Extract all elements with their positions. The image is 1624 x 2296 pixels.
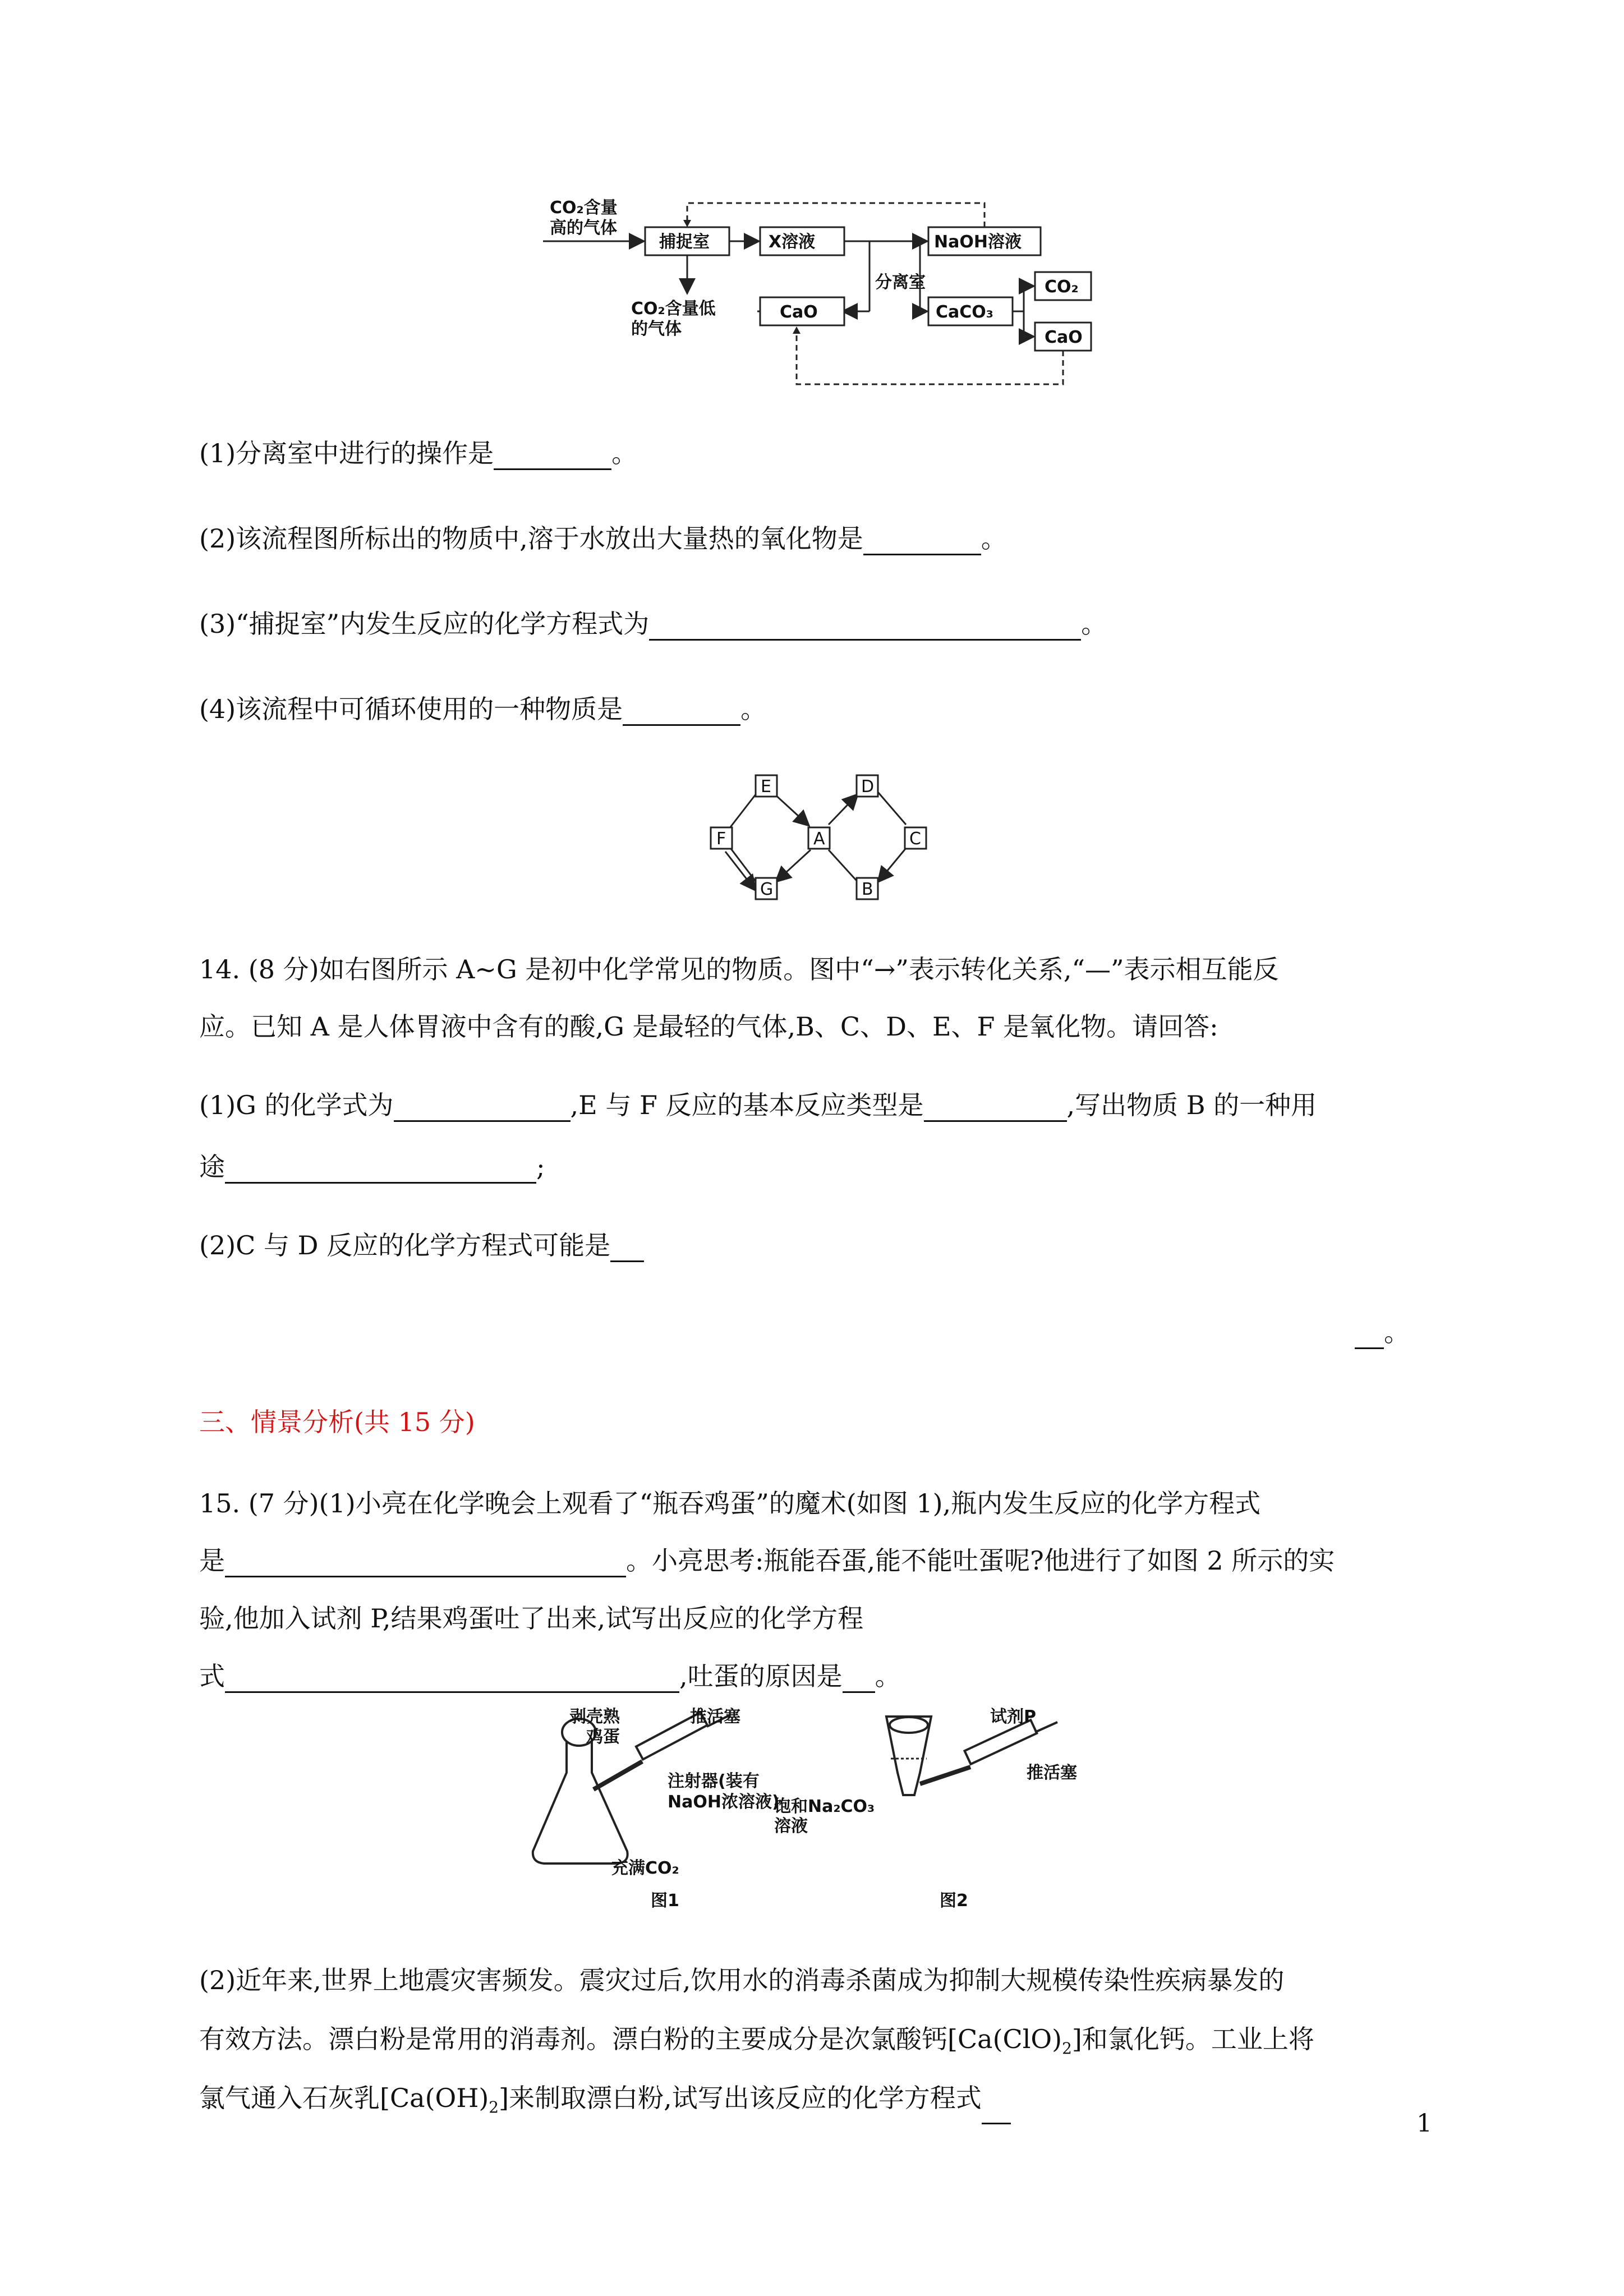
syringe-label-1: 注射器(装有 xyxy=(668,1772,760,1791)
q15-l2-text-a: 是 xyxy=(199,1545,225,1576)
flow-chart-svg xyxy=(539,196,1111,393)
q14-line5 xyxy=(199,1228,644,1262)
q14-line4 xyxy=(199,1150,545,1184)
q14-l3-text-b: ,E 与 F 反应的基本反应类型是 xyxy=(570,1090,924,1120)
period: 。 xyxy=(981,523,1007,554)
egg-label-1: 剥壳熟 xyxy=(569,1707,620,1727)
q14-line3 xyxy=(199,1088,1317,1122)
naoh-recycle-arrowhead xyxy=(683,220,691,227)
egg-label-2: 鸡蛋 xyxy=(586,1727,620,1747)
arrow-a-d xyxy=(829,795,857,825)
q13-part2 xyxy=(199,522,1007,555)
q15-p2-l2-text-b: ]和氯化钙。工业上将 xyxy=(1071,2024,1314,2054)
plunger-label-1: 推活塞 xyxy=(690,1707,740,1727)
egg2-icon xyxy=(890,1717,928,1733)
node-b-label: B xyxy=(862,880,873,899)
syringe-label-2: NaOH浓溶液) xyxy=(668,1792,780,1812)
arrow-f-g xyxy=(725,852,755,889)
arrow-e-a xyxy=(774,794,808,825)
node-e-label: E xyxy=(761,777,771,797)
q13-part1 xyxy=(199,436,637,470)
subscript: 2 xyxy=(489,2098,499,2117)
q14-l3-text-a: (1)G 的化学式为 xyxy=(199,1090,394,1120)
capture-room-label: 捕捉室 xyxy=(659,232,710,252)
cao-recycle-dashed xyxy=(797,331,1063,384)
answer-blank[interactable] xyxy=(982,2096,1011,2124)
relation-diagram-svg xyxy=(704,769,934,900)
a-to-g-relation-diagram xyxy=(704,769,934,900)
q15-line4 xyxy=(199,1659,901,1693)
q15-line1: 15. (7 分)(1)小亮在化学晚会上观看了“瓶吞鸡蛋”的魔术(如图 1),瓶内发生反应的化学方程式 xyxy=(199,1488,1261,1519)
q13-part3 xyxy=(199,607,1107,641)
answer-blank[interactable] xyxy=(1355,1320,1384,1349)
section-3-heading: 三、情景分析(共 15 分) xyxy=(199,1407,475,1437)
na2co3-label-1: 饱和Na₂CO₃ xyxy=(774,1797,875,1816)
node-a-label: A xyxy=(813,829,825,849)
x-solution-label: X溶液 xyxy=(769,232,816,252)
q13-part4 xyxy=(199,692,766,726)
line-d-c xyxy=(878,792,906,825)
q14-l3-text-c: ,写出物质 B 的一种用 xyxy=(1066,1090,1317,1120)
answer-blank[interactable] xyxy=(924,1093,1067,1122)
reagent-p-label: 试剂P xyxy=(990,1707,1036,1727)
q15-l4-text-a: 式 xyxy=(199,1661,225,1691)
answer-blank[interactable] xyxy=(863,527,981,555)
figure1-caption: 图1 xyxy=(651,1891,679,1911)
answer-blank[interactable] xyxy=(394,1093,571,1122)
line-a-b xyxy=(829,850,857,881)
co2-label: CO₂ xyxy=(1045,277,1079,297)
arrow-a-g xyxy=(777,850,811,881)
cao-label: CaO xyxy=(780,302,818,322)
naoh-label: NaOH溶液 xyxy=(934,232,1022,252)
node-d-label: D xyxy=(861,777,875,797)
node-c-label: C xyxy=(909,829,921,849)
q14-l4-text-a: 途 xyxy=(199,1152,225,1182)
q15-p2-l2-text-a: 有效方法。漂白粉是常用的消毒剂。漂白粉的主要成分是次氯酸钙[Ca(ClO) xyxy=(199,2024,1062,2054)
answer-blank[interactable] xyxy=(494,441,611,470)
q15-line2 xyxy=(199,1544,1335,1577)
line-g-f xyxy=(731,849,757,884)
q13-p2-text: (2)该流程图所标出的物质中,溶于水放出大量热的氧化物是 xyxy=(199,523,863,554)
q15-l4-text-b: ,吐蛋的原因是 xyxy=(679,1661,843,1691)
period: 。 xyxy=(875,1661,901,1691)
answer-blank[interactable] xyxy=(843,1664,875,1693)
input-gas-label-2: 高的气体 xyxy=(550,218,617,238)
separation-room-label: 分离室 xyxy=(875,273,926,292)
q15-p2-l3-text-b: ]来制取漂白粉,试写出该反应的化学方程式 xyxy=(499,2083,982,2113)
q15-part2-line3 xyxy=(199,2081,1011,2124)
na2co3-label-2: 溶液 xyxy=(774,1816,808,1836)
answer-blank[interactable] xyxy=(225,1549,626,1577)
low-gas-label-2: 的气体 xyxy=(631,319,682,339)
q14-l4-text-b: ; xyxy=(536,1152,545,1182)
q15-part2-line1: (2)近年来,世界上地震灾害频发。震灾过后,饮用水的消毒杀菌成为抑制大规模传染性疾病暴发的 xyxy=(199,1965,1285,1995)
q15-p2-l3-text-a: 氯气通入石灰乳[Ca(OH) xyxy=(199,2083,489,2113)
answer-blank[interactable] xyxy=(649,612,1081,641)
naoh-recycle-dashed xyxy=(687,203,984,227)
figure2-caption: 图2 xyxy=(940,1891,968,1911)
low-gas-label-1: CO₂含量低 xyxy=(631,299,716,319)
q15-line3: 验,他加入试剂 P,结果鸡蛋吐了出来,试写出反应的化学方程 xyxy=(199,1603,864,1634)
answer-blank[interactable] xyxy=(225,1155,536,1184)
subscript: 2 xyxy=(1062,2039,1072,2058)
q14-line6 xyxy=(1355,1315,1410,1349)
answer-blank[interactable] xyxy=(610,1234,644,1262)
node-g-label: G xyxy=(760,880,774,899)
period: 。 xyxy=(611,438,638,468)
line-f-e xyxy=(729,794,756,829)
co2-full-label: 充满CO₂ xyxy=(611,1858,679,1878)
q13-p4-text: (4)该流程中可循环使用的一种物质是 xyxy=(199,694,623,724)
q13-p1-text: (1)分离室中进行的操作是 xyxy=(199,438,494,468)
period: 。 xyxy=(1081,609,1107,639)
answer-blank[interactable] xyxy=(225,1664,679,1693)
q15-part2-line2 xyxy=(199,2022,1314,2065)
input-gas-label-1: CO₂含量 xyxy=(550,198,618,218)
q14-line2: 应。已知 A 是人体胃液中含有的酸,G 是最轻的气体,B、C、D、E、F 是氧化物。请回答: xyxy=(199,1011,1218,1042)
arrow-c-b xyxy=(879,848,906,881)
cao-recycle-arrowhead xyxy=(793,326,801,334)
q15-l2-text-b: 。小亮思考:瓶能吞蛋,能不能吐蛋呢?他进行了如图 2 所示的实 xyxy=(626,1545,1335,1576)
period: 。 xyxy=(740,694,767,724)
q13-p3-text: (3)“捕捉室”内发生反应的化学方程式为 xyxy=(199,609,650,639)
egg-bottle-experiment-figure xyxy=(527,1705,1105,1918)
co2-capture-flow-chart xyxy=(539,196,1111,393)
period: 。 xyxy=(1384,1317,1410,1347)
answer-blank[interactable] xyxy=(623,697,740,726)
plunger-label-2: 推活塞 xyxy=(1027,1763,1077,1783)
q14-line1: 14. (8 分)如右图所示 A~G 是初中化学常见的物质。图中“→”表示转化关系,“—”表示相互能反 xyxy=(199,954,1279,984)
experiment-svg xyxy=(527,1705,1105,1918)
node-f-label: F xyxy=(716,829,726,849)
page-number: 1 xyxy=(1416,2109,1432,2138)
q14-l5-text: (2)C 与 D 反应的化学方程式可能是 xyxy=(199,1230,611,1260)
cao2-label: CaO xyxy=(1045,328,1083,347)
caco3-label: CaCO₃ xyxy=(936,302,993,322)
